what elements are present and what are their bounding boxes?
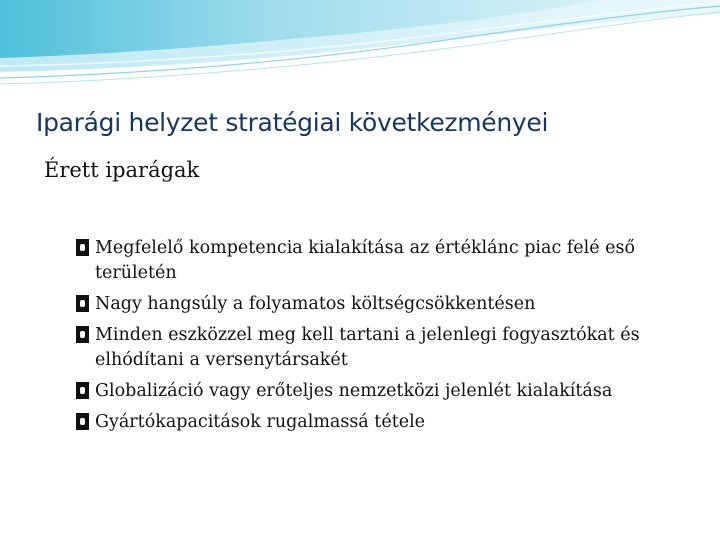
slide-subtitle: Érett iparágak	[44, 158, 200, 182]
slide-title: Iparági helyzet stratégiai következményei	[36, 108, 549, 137]
bullet-marker-icon	[76, 239, 89, 256]
bullet-text: Megfelelő kompetencia kialakítása az értéklánc piac felé eső területén	[95, 238, 636, 283]
bullet-text: Minden eszközzel meg kell tartani a jelenlegi fogyasztókat és elhódítani a versenytársakét	[95, 325, 640, 370]
header-wave-decoration	[0, 0, 720, 90]
bullet-list	[76, 236, 696, 441]
bullet-item	[76, 292, 696, 317]
bullet-text: Gyártókapacitások rugalmassá tétele	[95, 412, 426, 432]
bullet-marker-icon	[76, 326, 89, 343]
bullet-item	[76, 410, 696, 435]
bullet-marker-icon	[76, 382, 89, 399]
bullet-marker-icon	[76, 413, 89, 430]
bullet-text: Globalizáció vagy erőteljes nemzetközi jelenlét kialakítása	[95, 381, 613, 401]
bullet-text: Nagy hangsúly a folyamatos költségcsökkentésen	[95, 294, 536, 314]
bullet-item	[76, 236, 696, 286]
bullet-item	[76, 379, 696, 404]
bullet-item	[76, 323, 696, 373]
bullet-marker-icon	[76, 295, 89, 312]
